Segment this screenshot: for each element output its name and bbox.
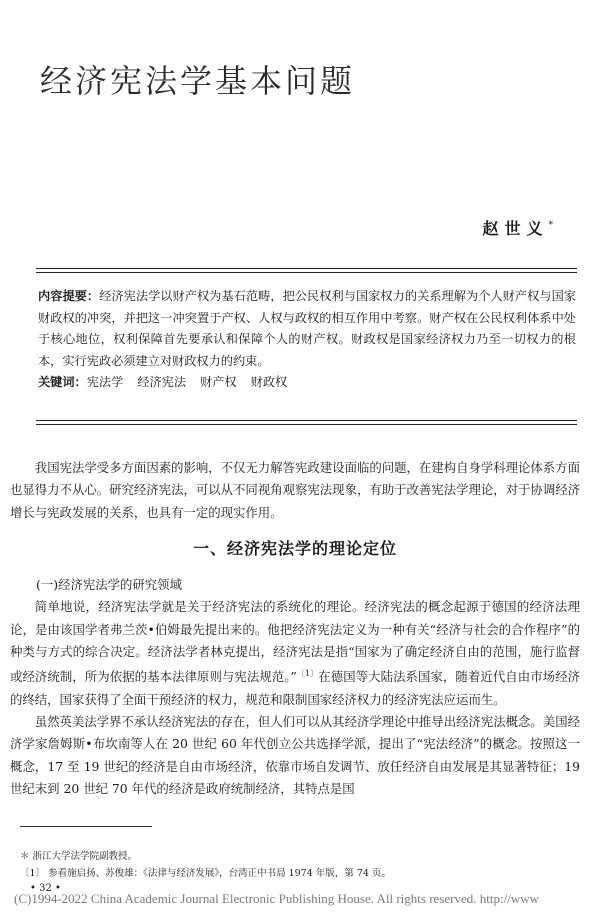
copyright-watermark: (C)1994-2022 China Academic Journal Electronic Publishing House. All rights reserved. http://www — [14, 891, 539, 906]
top-rule-1 — [36, 268, 577, 269]
subsection-heading: (一)经济宪法学的研究领域 — [36, 577, 182, 593]
top-rule-2 — [36, 272, 577, 273]
body-paragraph-1 — [10, 596, 580, 711]
keyword: 财产权 — [200, 375, 237, 390]
keyword: 宪法学 — [86, 375, 124, 390]
para1-text-b: 在德国等大陆法系国家，随着近代自由市场经济的终结，国家获得了全面干预经济的权力，规范和限制国家经济权力的经济宪法应运而生。 — [10, 669, 581, 707]
keyword: 经济宪法 — [137, 375, 187, 390]
keyword: 财政权 — [250, 375, 288, 390]
section-heading: 一、经济宪法学的理论定位 — [192, 538, 397, 558]
article-title: 经济宪法学基本问题 — [40, 62, 356, 100]
bottom-rule-2 — [36, 424, 577, 425]
footnote-ref-1[interactable]: 〔1〕 — [296, 669, 319, 679]
footnotes — [20, 848, 580, 882]
keywords-label: 关键词： — [38, 375, 87, 390]
author-footnote-mark[interactable]: * — [548, 220, 553, 231]
footnote-author: ＊ 浙江大学法学院副教授。 — [20, 851, 138, 862]
author-name-text: 赵世义 — [482, 219, 549, 238]
keywords-line — [38, 372, 576, 394]
abstract-label: 内容提要： — [38, 289, 100, 303]
footnote-divider — [20, 826, 152, 827]
article-body — [10, 457, 580, 800]
body-paragraph-2: 虽然英美法学界不承认经济宪法的存在，但人们可以从其经济学理论中推导出经济宪法概念。美国经济学家詹姆斯•布坎南等人在 20 世纪 60 年代创立公共选择学派，提出了“宪法经济”的概念。按照这一概念，17 至 19 世纪的经济是自由市场经济，依靠市场自发调节、放任经济自由发展是其显著特征；19 世纪末到 20 世纪 70 年代的经济是政府统制经济，其特点是国 — [10, 714, 580, 796]
author-name — [482, 216, 553, 239]
intro-paragraph: 我国宪法学受多方面因素的影响，不仅无力解答宪政建设面临的问题，在建构自身学科理论体系方面也显得力不从心。研究经济宪法，可以从不同视角观察宪法现象，有助于改善宪法学理论，对于协调经济增长与宪政发展的关系，也具有一定的现实作用。 — [10, 460, 580, 520]
bottom-rule-1 — [36, 420, 577, 421]
footnote-1: 〔1〕 参看施启扬、苏俊雄：《法律与经济发展》，台湾正中书局 1974 年版，第 74 页。 — [20, 868, 391, 879]
abstract-block — [38, 286, 576, 394]
page-number: • 32 • — [30, 883, 61, 894]
para1-text-a: 简单地说，经济宪法学就是关于经济宪法的系统化的理论。经济宪法的概念起源于德国的经济法理论，是由该国学者弗兰茨•伯姆最先提出来的。他把经济宪法定义为一种有关“经济与社会的合作程序”的种类与方式的综合决定。经济法学者林克提出，经济宪法是指“国家为了确定经济自由的范围，施行监督或经济统制，所为依据的基本法律原则与宪法规范。” — [10, 599, 580, 685]
abstract-paragraph — [38, 286, 576, 372]
abstract-text: 经济宪法学以财产权为基石范畴，把公民权利与国家权力的关系理解为个人财产权与国家财政权的冲突，并把这一冲突置于产权、人权与政权的相互作用中考察。财产权在公民权利体系中处于核心地位，权利保障首先要承认和保障个人的财产权。财政权是国家经济权力乃至一切权力的根本，实行宪政必须建立对财政权力的约束。 — [38, 289, 577, 368]
